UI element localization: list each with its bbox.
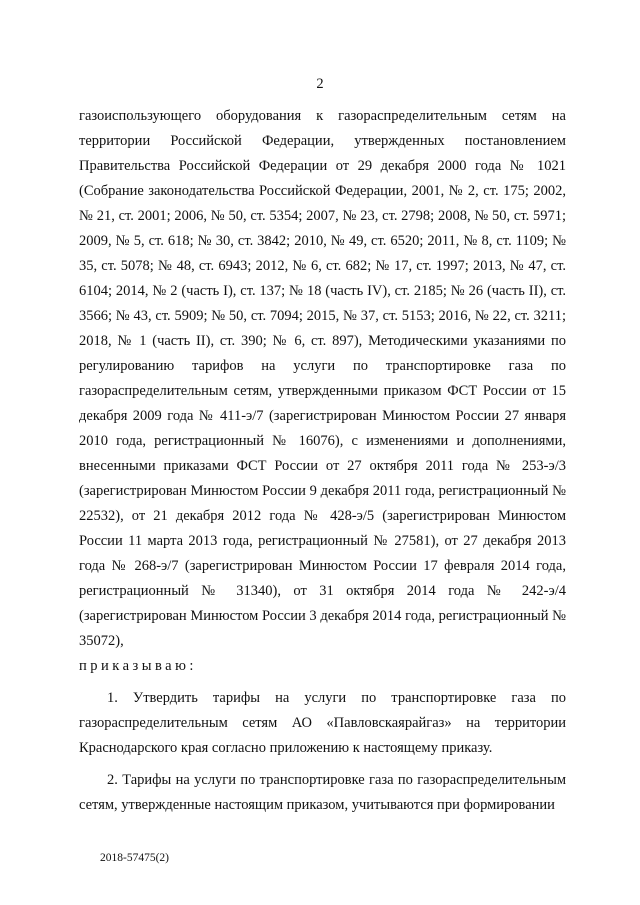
document-body (79, 104, 566, 818)
paragraph-legal-references: газоиспользующего оборудования к газораспределительным сетям на территории Российской Федерации, утвержденных постановлением Правительства Российской Федерации от 29 декабря 2000 года № 1021 (Собрание законодательства Российской Федерации, 2001, № 2, ст. 175; 2002, № 21, ст. 2001; 2006, № 50, ст. 5354; 2007, № 23, ст. 2798; 2008, № 50, ст. 5971; 2009, № 5, ст. 618; № 30, ст. 3842; 2010, № 49, ст. 6520; 2011, № 8, ст. 1109; № 35, ст. 5078; № 48, ст. 6943; 2012, № 6, ст. 682; № 17, ст. 1997; 2013, № 47, ст. 6104; 2014, № 2 (часть I), ст. 137; № 18 (часть IV), ст. 2185; № 26 (часть II), ст. 3566; № 43, ст. 5909; № 50, ст. 7094; 2015, № 37, ст. 5153; 2016, № 22, ст. 3211; 2018, № 1 (часть II), ст. 390; № 6, ст. 897), Методическими указаниями по регулированию тарифов на услуги по транспортировке газа по газораспределительным сетям, утвержденными приказом ФСТ России от 15 декабря 2009 года № 411-э/7 (зарегистрирован Минюстом России 27 января 2010 года, регистрационный № 16076), с изменениями и дополнениями, внесенными приказами ФСТ России от 27 октября 2011 года № 253-э/3 (зарегистрирован Минюстом России 9 декабря 2011 года, регистрационный № 22532), от 21 декабря 2012 года № 428-э/5 (зарегистрирован Минюстом России 11 марта 2013 года, регистрационный № 27581), от 27 декабря 2013 года № 268-э/7 (зарегистрирован Минюстом России 17 февраля 2014 года, регистрационный № 31340), от 31 октября 2014 года № 242-э/4 (зарегистрирован Минюстом России 3 декабря 2014 года, регистрационный № 35072), (79, 108, 566, 649)
document-id: 2018-57475(2) (100, 852, 169, 864)
page-number: 2 (316, 76, 324, 92)
paragraph-item-2: 2. Тарифы на услуги по транспортировке газа по газораспределительным сетям, утвержденные настоящим приказом, учитываются при формировании (79, 772, 566, 813)
paragraph-order-word: приказываю: (79, 658, 197, 674)
paragraph-item-1: 1. Утвердить тарифы на услуги по транспортировке газа по газораспределительным сетям АО «Павловскаярайгаз» на территории Краснодарского края согласно приложению к настоящему приказу. (79, 690, 566, 756)
